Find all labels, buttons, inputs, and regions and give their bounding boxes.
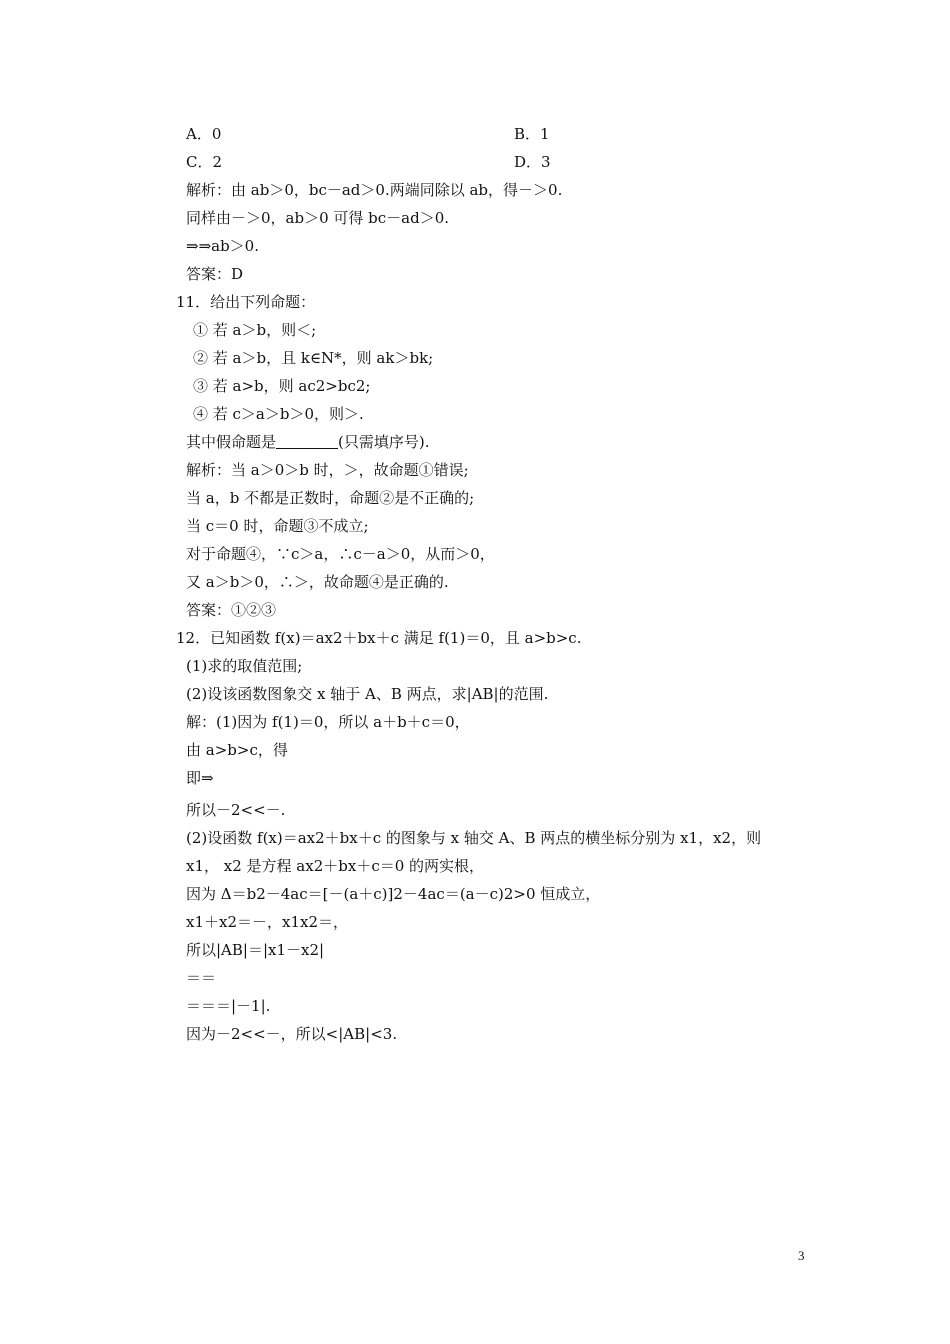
q12-title: 12．已知函数 f(x)＝ax2＋bx＋c 满足 f(1)＝0，且 a>b>c.: [176, 629, 582, 647]
choice-c: C．2: [186, 153, 223, 171]
q12-solution-8: x1＋x2＝－，x1x2＝，: [186, 913, 349, 931]
q12-solution-5: (2)设函数 f(x)＝ax2＋bx＋c 的图象与 x 轴交 A、B 两点的横坐标分别为 x1，x2，则: [186, 829, 762, 847]
q12-solution-3: 即⇒: [186, 769, 214, 787]
q12-solution-4: 所以－2<<－.: [186, 801, 286, 819]
q12-solution-2: 由 a>b>c，得: [186, 741, 288, 759]
choice-row-1: [186, 122, 550, 146]
q11-prompt-before: 其中假命题是: [186, 433, 277, 451]
q12-solution-11: ＝＝＝|－1|.: [186, 997, 271, 1015]
q11-item-2: ② 若 a＞b，且 k∈N*，则 ak＞bk;: [193, 349, 434, 367]
q11-analysis-5: 又 a＞b＞0，∴＞，故命题④是正确的.: [186, 573, 449, 591]
answer-blank: [276, 433, 338, 449]
page-number: 3: [798, 1248, 805, 1263]
q11-title: 11．给出下列命题：: [176, 293, 316, 311]
q11-item-4: ④ 若 c＞a＞b＞0，则＞.: [193, 405, 364, 423]
q11-analysis-1: 解析：当 a＞0＞b 时，＞，故命题①错误;: [186, 461, 469, 479]
choice-b: B．1: [514, 125, 550, 143]
q11-item-1: ① 若 a＞b，则＜;: [193, 321, 317, 339]
q11-item-3: ③ 若 a>b，则 ac2>bc2;: [193, 377, 371, 395]
q11-analysis-4: 对于命题④，∵c＞a，∴c－a＞0，从而＞0，: [186, 545, 495, 563]
q11-analysis-3: 当 c＝0 时，命题③不成立;: [186, 517, 369, 535]
q11-prompt-after: (只需填序号).: [338, 433, 430, 451]
q12-solution-10: ＝＝: [186, 969, 217, 987]
choice-a: A．0: [186, 125, 222, 143]
q10-analysis-1: 解析：由 ab＞0，bc－ad＞0.两端同除以 ab，得－＞0.: [186, 181, 563, 199]
choice-row-2: [186, 150, 551, 174]
q11-prompt: [186, 430, 430, 454]
q10-answer: 答案：D: [186, 265, 244, 283]
choice-d: D．3: [514, 153, 551, 171]
q10-analysis-3: ⇒⇒ab＞0.: [186, 237, 259, 255]
q12-part2: (2)设该函数图象交 x 轴于 A、B 两点，求|AB|的范围.: [186, 685, 549, 703]
q12-solution-12: 因为－2<<－，所以<|AB|<3.: [186, 1025, 398, 1043]
q10-analysis-2: 同样由－＞0，ab＞0 可得 bc－ad＞0.: [186, 209, 450, 227]
q12-solution-1: 解：(1)因为 f(1)＝0，所以 a＋b＋c＝0，: [186, 713, 470, 731]
q12-solution-6: x1， x2 是方程 ax2＋bx＋c＝0 的两实根，: [186, 857, 485, 875]
q11-analysis-2: 当 a，b 不都是正数时，命题②是不正确的;: [186, 489, 475, 507]
q11-answer: 答案：①②③: [186, 601, 277, 619]
q12-solution-7: 因为 Δ＝b2－4ac＝[－(a＋c)]2－4ac＝(a－c)2>0 恒成立，: [186, 885, 601, 903]
q12-solution-9: 所以|AB|＝|x1－x2|: [186, 941, 325, 959]
q12-part1: (1)求的取值范围;: [186, 657, 303, 675]
